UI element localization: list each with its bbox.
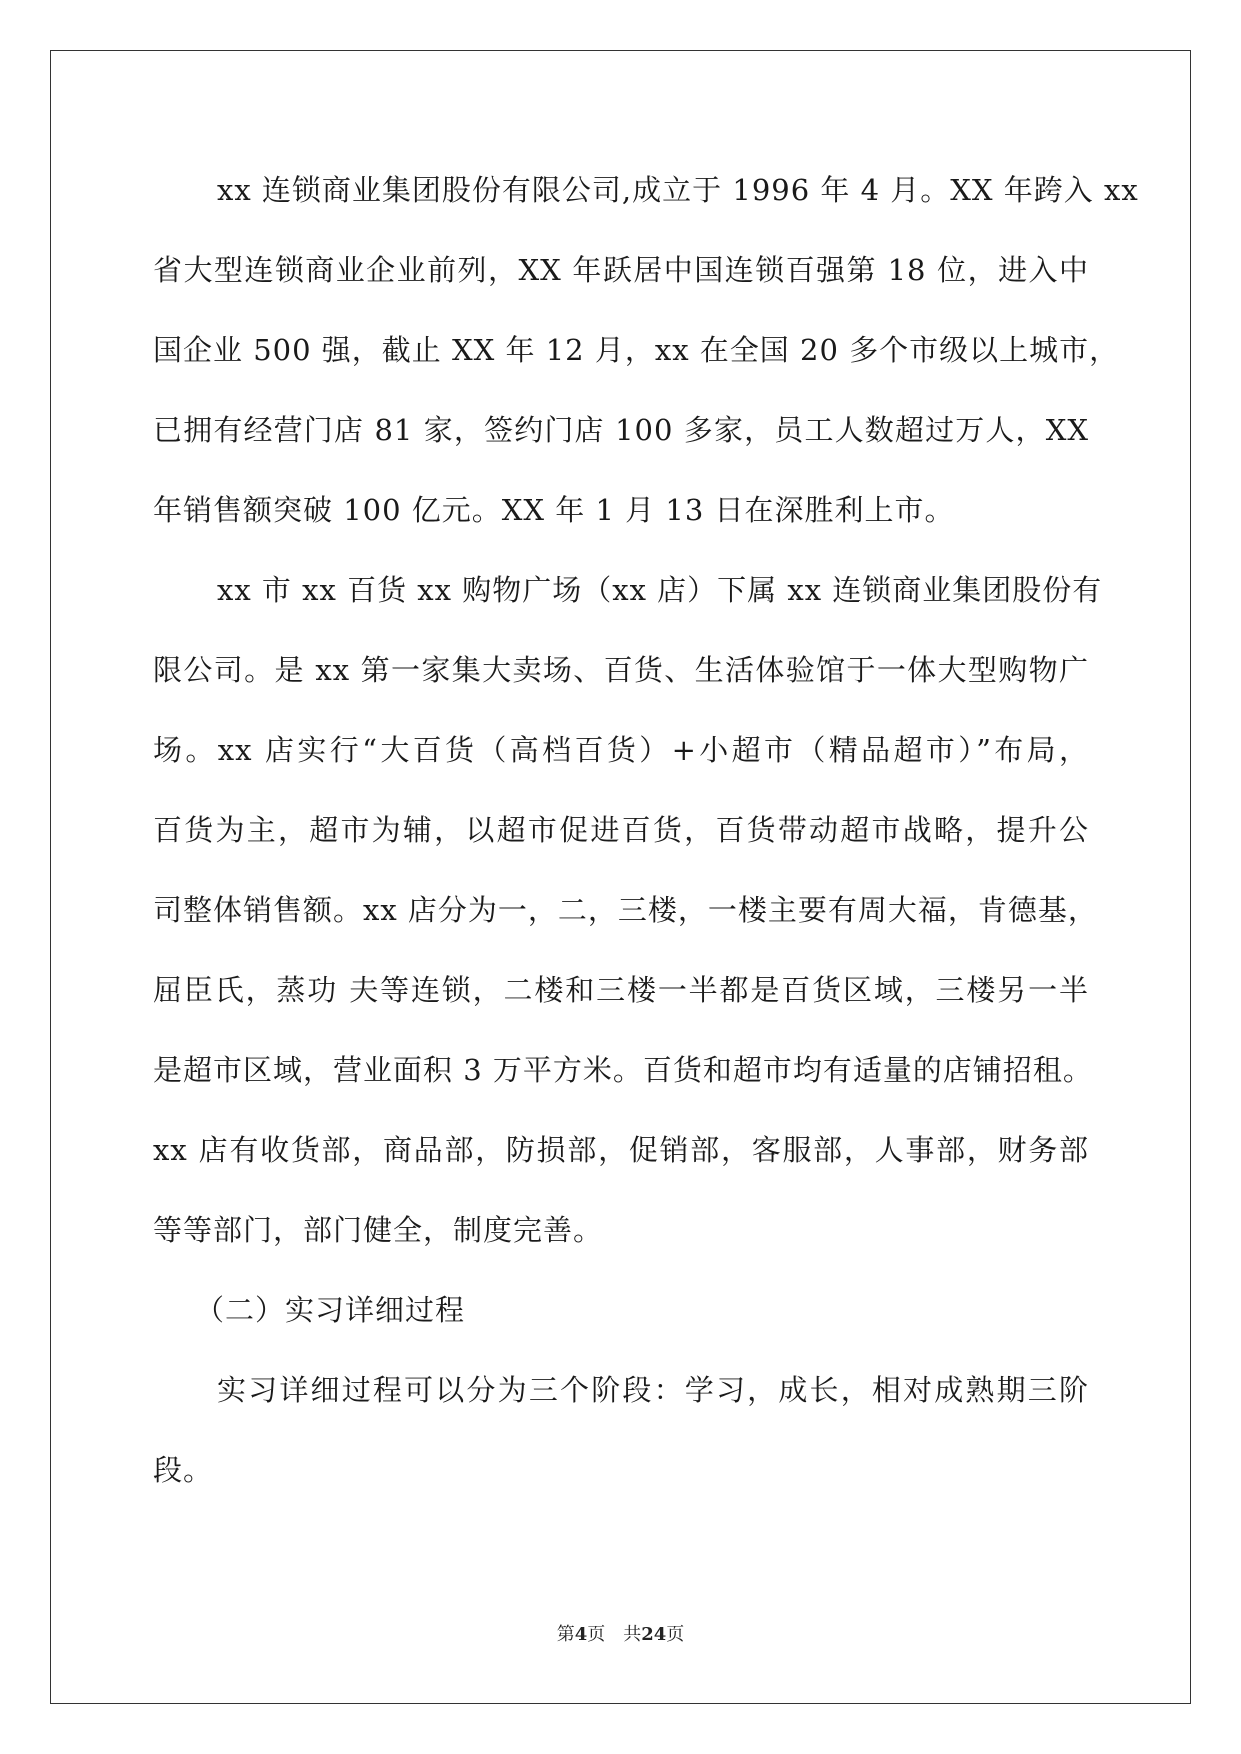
text-line: 年销售额突破 100 亿元。XX 年 1 月 13 日在深胜利上市。 — [153, 493, 955, 527]
page-footer — [0, 1620, 1241, 1646]
text-line: 司整体销售额。xx 店分为一，二，三楼，一楼主要有周大福，肯德基， — [153, 893, 1098, 927]
text-line: 限公司。是 xx 第一家集大卖场、百货、生活体验馆于一体大型购物广 — [153, 653, 1089, 687]
text-line: 等等部门，部门健全，制度完善。 — [153, 1213, 604, 1247]
text-line: 省大型连锁商业企业前列，XX 年跃居中国连锁百强第 18 位，进入中 — [153, 253, 1089, 287]
text-line: 百货为主，超市为辅，以超市促进百货，百货带动超市战略，提升公 — [153, 813, 1089, 847]
text-line: 国企业 500 强，截止 XX 年 12 月，xx 在全国 20 多个市级以上城市， — [153, 333, 1120, 367]
text-line: 场。xx 店实行“大百货（高档百货）+小超市（精品超市）”布局， — [153, 733, 1089, 767]
text-line: xx 连锁商业集团股份有限公司,成立于 1996 年 4 月。XX 年跨入 xx — [217, 173, 1139, 207]
page-suffix: 页 — [587, 1624, 606, 1645]
total-suffix: 页 — [666, 1624, 685, 1645]
text-line: xx 市 xx 百货 xx 购物广场（xx 店）下属 xx 连锁商业集团股份有 — [217, 573, 1103, 607]
document-body — [153, 150, 1139, 1510]
text-line: 是超市区域，营业面积 3 万平方米。百货和超市均有适量的店铺招租。 — [153, 1053, 1093, 1087]
text-line: 屈臣氏，蒸功 夫等连锁，二楼和三楼一半都是百货区域，三楼另一半 — [153, 973, 1089, 1007]
total-pages: 24 — [641, 1624, 667, 1645]
text-line: 段。 — [153, 1453, 214, 1487]
page-number: 4 — [574, 1624, 588, 1645]
total-prefix: 共 — [623, 1624, 642, 1645]
text-line: 已拥有经营门店 81 家，签约门店 100 多家，员工人数超过万人，XX — [153, 413, 1089, 447]
section-heading: （二）实习详细过程 — [195, 1293, 466, 1327]
text-line: xx 店有收货部，商品部，防损部，促销部，客服部，人事部，财务部 — [153, 1133, 1089, 1167]
text-line: 实习详细过程可以分为三个阶段：学习，成长，相对成熟期三阶 — [217, 1373, 1089, 1407]
page-prefix: 第 — [556, 1624, 575, 1645]
